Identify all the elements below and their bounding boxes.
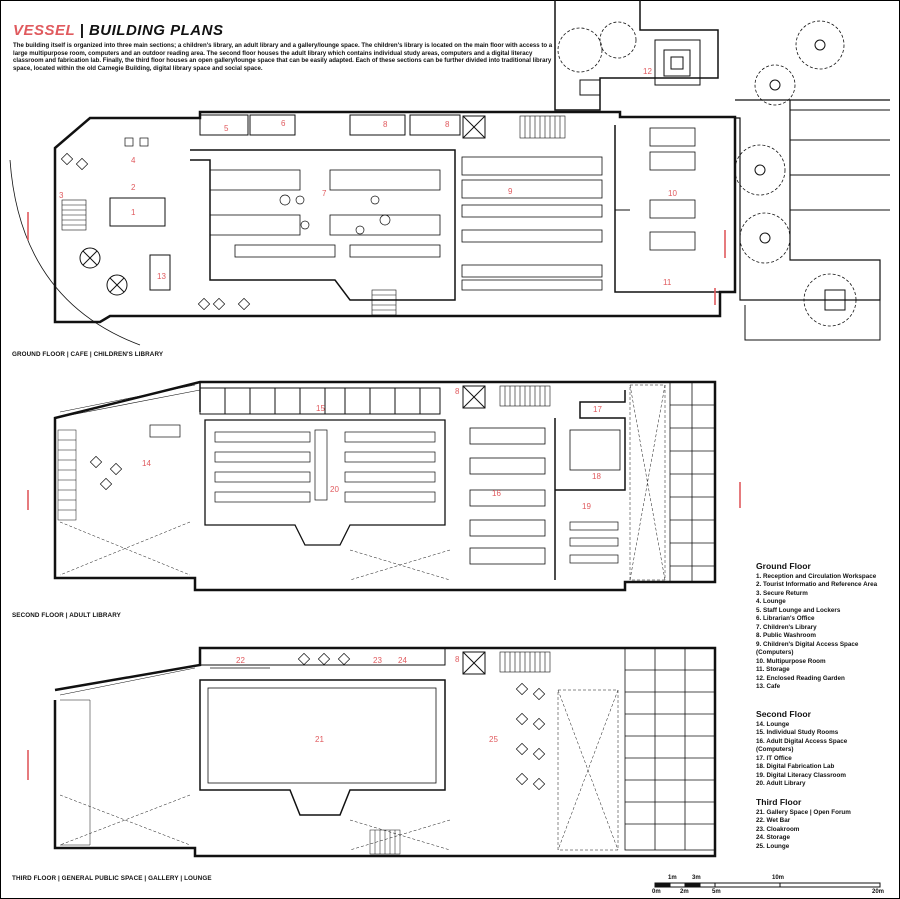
legend-item: 25. Lounge bbox=[756, 842, 790, 850]
legend-item: 17. IT Office bbox=[756, 754, 792, 762]
legend-item: 22. Wet Bar bbox=[756, 817, 791, 824]
room-number: 11 bbox=[663, 278, 672, 287]
room-number: 18 bbox=[592, 472, 601, 481]
room-number: 25 bbox=[489, 735, 498, 744]
legend-item: 3. Secure Returm bbox=[756, 589, 808, 597]
room-number: 19 bbox=[582, 502, 591, 511]
legend-heading: Second Floor bbox=[756, 709, 811, 719]
legend-item: 2. Tourist Informatio and Reference Area bbox=[756, 581, 878, 588]
room-number: 21 bbox=[315, 735, 324, 744]
scale-label: 0m bbox=[652, 889, 661, 895]
legend-item: 10. Multipurpose Room bbox=[756, 657, 826, 665]
room-number: 17 bbox=[593, 405, 602, 414]
legend-item: 1. Reception and Circulation Workspace bbox=[756, 572, 877, 580]
intro-paragraph: The building itself is organized into three main sections; a children's library, an adult library and a gallery/lounge space. The children's library is located on the main floor with access to a large multipurpose room, computers and an outdoor reading area. The second floor houses the adult library which contains individual study areas, computers and a digital literacy classroom and fabrication lab. Finally, the third floor houses an open gallery/lounge space that can be easily adapted. Each of these sections can be further divided into traditional library space, located within the old Carnegie Building, digital library space and social space. bbox=[13, 42, 553, 72]
legend-item: 23. Cloakroom bbox=[756, 825, 800, 833]
room-number: 8 bbox=[445, 120, 450, 129]
room-number: 24 bbox=[398, 656, 407, 665]
legend-item: 13. Cafe bbox=[756, 683, 781, 690]
legend-item: 15. Individual Study Rooms bbox=[756, 729, 839, 736]
legend-item: 24. Storage bbox=[756, 834, 790, 841]
legend-item: 9. Children's Digital Access Space bbox=[756, 640, 859, 648]
scale-label: 3m bbox=[692, 875, 701, 881]
room-number: 15 bbox=[316, 404, 325, 413]
third-floor-plan bbox=[28, 648, 715, 856]
room-number: 1 bbox=[131, 208, 136, 217]
legend-item: (Computers) bbox=[756, 746, 794, 753]
room-number: 10 bbox=[668, 189, 677, 198]
room-number: 9 bbox=[508, 187, 513, 196]
second-floor-plan bbox=[28, 382, 740, 590]
ground-floor-plan bbox=[10, 0, 890, 345]
legend-third bbox=[756, 798, 851, 851]
room-number: 16 bbox=[492, 489, 501, 498]
room-number: 8 bbox=[383, 120, 388, 129]
room-numbers bbox=[59, 67, 677, 744]
legend-item: (Computers) bbox=[756, 649, 794, 656]
room-number: 14 bbox=[142, 459, 151, 468]
scale-label: 5m bbox=[712, 889, 721, 895]
room-number: 22 bbox=[236, 656, 245, 665]
legend-heading: Third Floor bbox=[756, 797, 802, 807]
legend-item: 19. Digital Literacy Classroom bbox=[756, 771, 846, 779]
legend-item: 8. Public Washroom bbox=[756, 632, 816, 639]
legend-heading: Ground Floor bbox=[756, 561, 811, 571]
legend-second bbox=[756, 710, 847, 789]
room-number: 8 bbox=[455, 387, 460, 396]
room-number: 23 bbox=[373, 656, 382, 665]
ground-floor-label: GROUND FLOOR | CAFE | CHILDREN'S LIBRARY bbox=[12, 351, 164, 358]
room-number: 20 bbox=[330, 485, 339, 494]
legend-item: 12. Enclosed Reading Garden bbox=[756, 674, 845, 682]
scale-label: 2m bbox=[680, 889, 689, 895]
room-number: 6 bbox=[281, 119, 286, 128]
second-floor-label: SECOND FLOOR | ADULT LIBRARY bbox=[12, 612, 121, 619]
legend-item: 21. Gallery Space | Open Forum bbox=[756, 808, 851, 816]
room-number: 12 bbox=[643, 67, 652, 76]
legend-item: 16. Adult Digital Access Space bbox=[756, 737, 848, 745]
legend-item: 14. Lounge bbox=[756, 720, 790, 728]
legend-item: 4. Lounge bbox=[756, 598, 786, 605]
room-number: 8 bbox=[455, 655, 460, 664]
legend-item: 7. Children's Library bbox=[756, 623, 817, 631]
legend-item: 20. Adult Library bbox=[756, 780, 806, 787]
room-number: 4 bbox=[131, 156, 136, 165]
legend-item: 6. Librarian's Office bbox=[756, 615, 815, 622]
room-number: 5 bbox=[224, 124, 229, 133]
room-number: 13 bbox=[157, 272, 166, 281]
room-number: 2 bbox=[131, 183, 136, 192]
third-floor-label: THIRD FLOOR | GENERAL PUBLIC SPACE | GALLERY | LOUNGE bbox=[12, 875, 212, 882]
title-brand: VESSEL bbox=[13, 22, 75, 39]
scale-label: 10m bbox=[772, 875, 785, 881]
scale-label: 20m bbox=[872, 889, 885, 895]
legend-item: 5. Staff Lounge and Lockers bbox=[756, 606, 841, 614]
room-number: 7 bbox=[322, 189, 327, 198]
scale-label: 1m bbox=[668, 875, 677, 881]
scale-bar bbox=[655, 883, 880, 887]
legend-item: 11. Storage bbox=[756, 666, 790, 673]
room-number: 3 bbox=[59, 191, 64, 200]
legend-item: 18. Digital Fabrication Lab bbox=[756, 763, 835, 770]
legend-ground bbox=[756, 562, 877, 692]
title-text: BUILDING PLANS bbox=[88, 22, 224, 39]
title-separator: | bbox=[74, 22, 89, 39]
